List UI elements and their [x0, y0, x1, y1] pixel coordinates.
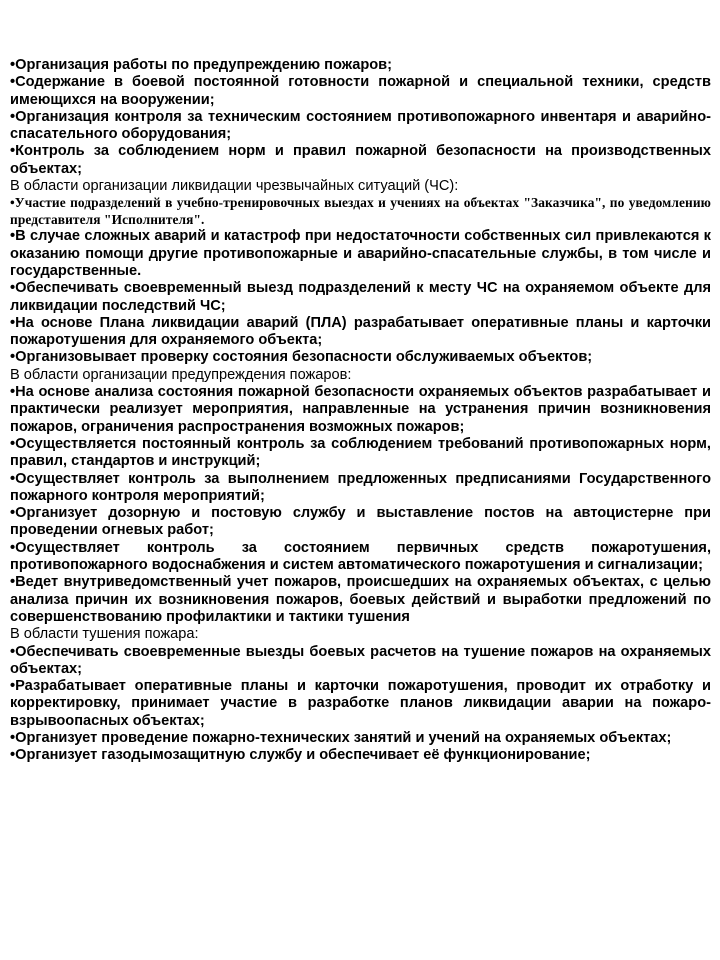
section-heading: В области организации предупреждения пожаров: — [10, 366, 352, 383]
bullet-text: Организует дозорную и постовую службу и выставление постов на автоцистерне при проведении огневых работ; — [10, 505, 711, 539]
bullet-text: Ведет внутриведомственный учет пожаров, происшедших на охраняемых объектах, с целью анализа причин их возникновения пожаров, боевых действий и выработки предложений по совершенствованию профилактики и тактики тушения — [10, 574, 711, 625]
bullet-text: Осуществляет контроль за выполнением предложенных предписаниями Государственного пожарного контроля мероприятий; — [10, 470, 711, 504]
bullet-paragraph — [10, 228, 711, 280]
bullet-text: Организует проведение пожарно-технических занятий и учений на охраняемых объектах; — [15, 729, 672, 746]
bullet-paragraph — [10, 315, 711, 350]
bullet-paragraph — [10, 678, 711, 730]
bullet-paragraph — [10, 280, 711, 315]
section-heading: В области тушения пожара: — [10, 626, 199, 643]
bullet-text: Обеспечивать своевременные выезды боевых расчетов на тушение пожаров на охраняемых объектах; — [10, 643, 711, 677]
bullet-paragraph — [10, 195, 711, 228]
bullet-text: На основе Плана ликвидации аварий (ПЛА) разрабатывает оперативные планы и карточки пожаротушения для охраняемого объекта; — [10, 314, 711, 349]
bullet-paragraph — [10, 471, 711, 506]
bullet-paragraph — [10, 505, 711, 540]
bullet-paragraph — [10, 74, 711, 109]
bullet-paragraph — [10, 349, 711, 366]
bullet-text: Организовывает проверку состояния безопасности обслуживаемых объектов; — [15, 349, 593, 366]
bullet-paragraph — [10, 436, 711, 471]
bullet-paragraph — [10, 109, 711, 144]
bullet-text: Обеспечивать своевременный выезд подразделений к месту ЧС на охраняемом объекте для ликвидации последствий ЧС; — [10, 280, 711, 314]
bullet-paragraph — [10, 540, 711, 575]
bullet-text: На основе анализа состояния пожарной безопасности охраняемых объектов разрабатывает и практически реализует мероприятия, направленные на устранения причин возникновения пожаров, ограничения распространения возможных пожаров; — [10, 384, 711, 435]
bullet-text: Разрабатывает оперативные планы и карточки пожаротушения, проводит их отработку и корректировку, принимает участие в разработке планов ликвидации аварии на пожаро-взрывоопасных объектах; — [10, 678, 711, 729]
bullet-marker: • — [10, 314, 16, 331]
bullet-text: Участие подразделений в учебно-тренировочных выездах и учениях на объектах "Заказчика", по уведомлению представителя "Исполнителя". — [10, 195, 711, 227]
section-heading: В области организации ликвидации чрезвычайных ситуаций (ЧС): — [10, 178, 459, 195]
bullet-text: Контроль за соблюдением норм и правил пожарной безопасности на производственных объектах; — [10, 143, 711, 177]
bullet-paragraph — [10, 143, 711, 178]
bullet-marker: • — [10, 195, 15, 211]
bullet-paragraph — [10, 57, 711, 74]
document-body — [10, 57, 711, 765]
bullet-marker: • — [10, 435, 16, 452]
bullet-paragraph — [10, 644, 711, 679]
bullet-text: Осуществляет контроль за состоянием первичных средств пожаротушения, противопожарного водоснабжения и систем автоматического пожаротушения и сигнализации; — [10, 539, 711, 574]
bullet-text: В случае сложных аварий и катастроф при недостаточности собственных сил привлекаются к оказанию помощи другие противопожарные и аварийно-спасательные службы, в том числе и государственные. — [10, 228, 711, 279]
bullet-marker: • — [10, 384, 16, 401]
bullet-text: Содержание в боевой постоянной готовности пожарной и специальной техники, средств имеющихся на вооружении; — [10, 74, 711, 108]
bullet-paragraph — [10, 730, 711, 747]
bullet-marker: • — [10, 643, 16, 660]
bullet-text: Организация контроля за техническим состоянием противопожарного инвентаря и аварийно-спасательного оборудования; — [10, 108, 711, 143]
bullet-marker: • — [10, 280, 16, 297]
bullet-marker: • — [10, 143, 16, 160]
bullet-paragraph — [10, 747, 711, 764]
bullet-marker: • — [10, 228, 16, 245]
bullet-marker: • — [10, 747, 16, 764]
bullet-marker: • — [10, 729, 16, 746]
document-content — [10, 57, 711, 765]
bullet-marker: • — [10, 108, 16, 125]
bullet-marker: • — [10, 505, 16, 522]
bullet-marker: • — [10, 57, 16, 73]
bullet-marker: • — [10, 470, 16, 487]
bullet-text: Осуществляется постоянный контроль за соблюдением требований противопожарных норм, правил, стандартов и инструкций; — [10, 435, 711, 470]
bullet-marker: • — [10, 678, 16, 695]
bullet-paragraph — [10, 574, 711, 626]
bullet-marker: • — [10, 349, 16, 366]
bullet-text: Организует газодымозащитную службу и обеспечивает её функционирование; — [15, 747, 591, 764]
bullet-paragraph — [10, 384, 711, 436]
bullet-text: Организация работы по предупреждению пожаров; — [15, 57, 393, 73]
bullet-marker: • — [10, 539, 16, 556]
bullet-marker: • — [10, 574, 16, 591]
bullet-marker: • — [10, 74, 16, 91]
